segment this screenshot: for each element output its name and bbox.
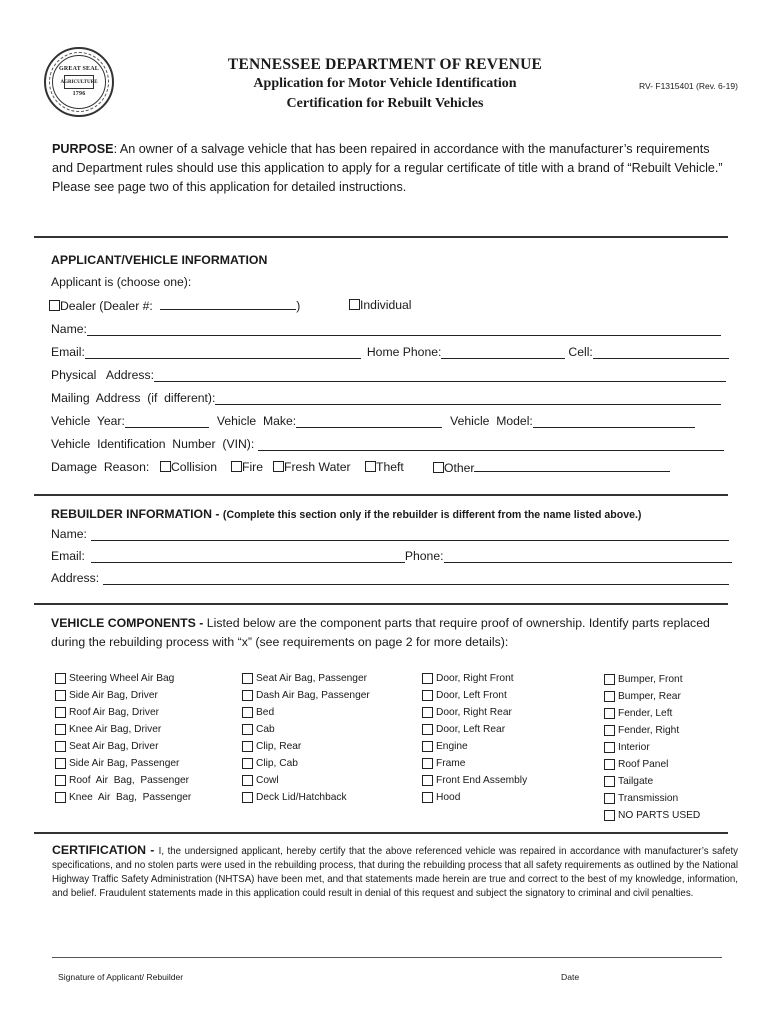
date-label: Date	[561, 972, 580, 982]
components-column-2	[242, 670, 370, 806]
component-checkbox[interactable]	[422, 741, 433, 752]
rebuilder-address-label: Address:	[51, 571, 100, 585]
component-item	[55, 721, 191, 738]
component-label: Transmission	[618, 793, 679, 804]
form-number: RV- F1315401 (Rev. 6-19)	[639, 81, 738, 91]
component-checkbox[interactable]	[242, 758, 253, 769]
components-intro-text: Listed below are the component parts that require proof of ownership. Identify parts replaced during the rebuilding process with “x” (see requirements on page 2 for more details):	[51, 616, 710, 649]
damage-collision-label: Collision	[171, 460, 218, 474]
rebuilder-name-label: Name:	[51, 527, 87, 541]
damage-option-theft	[365, 460, 404, 474]
damage-theft-checkbox[interactable]	[365, 461, 376, 472]
damage-other-label: Other	[444, 461, 475, 475]
vehicle-model-label: Vehicle Model:	[450, 414, 533, 428]
component-checkbox[interactable]	[242, 673, 253, 684]
component-checkbox[interactable]	[242, 792, 253, 803]
dealer-option	[49, 298, 300, 313]
component-label: Tailgate	[618, 776, 654, 787]
section-divider	[34, 494, 728, 496]
component-label: Door, Right Front	[436, 673, 514, 684]
component-label: Bed	[256, 707, 275, 718]
rebuilder-address-field[interactable]	[103, 573, 729, 585]
component-checkbox[interactable]	[422, 758, 433, 769]
no-parts-used-checkbox[interactable]	[604, 810, 615, 821]
component-item	[55, 704, 191, 721]
individual-label: Individual	[360, 298, 412, 312]
component-label: NO PARTS USED	[618, 810, 701, 821]
component-label: Clip, Cab	[256, 758, 298, 769]
rebuilder-phone-field[interactable]	[444, 551, 732, 563]
certification-text: I, the undersigned applicant, hereby certify that the above referenced vehicle was repaired in accordance with manufacturer’s safety specifications, and no stolen parts were used in the rebuilding process, that during the rebuilding process that all safety requirements as outlined by the National Highway Traffic Safety Administration (NHTSA) have been met, and that statements made herein are true and correct to the best of my knowledge, information, and belief. Fraudulent statements made in this application could result in denial of this request and subject the signatory to criminal and civil penalties.	[52, 846, 738, 899]
physical-address-field[interactable]	[154, 370, 726, 382]
component-checkbox[interactable]	[242, 724, 253, 735]
applicant-name-field[interactable]	[87, 324, 721, 336]
damage-fire-checkbox[interactable]	[231, 461, 242, 472]
damage-collision-checkbox[interactable]	[160, 461, 171, 472]
purpose-label: PURPOSE	[52, 142, 114, 156]
damage-option-collision	[160, 460, 217, 474]
purpose-text: : An owner of a salvage vehicle that has been repaired in accordance with the manufacturer’s requirements and Department rules should use this application to apply for a regular certificate of title with a brand of “Rebuilt Vehicle.” Please see page two of this application for detailed instructions.	[52, 142, 723, 194]
component-checkbox[interactable]	[604, 725, 615, 736]
vin-row	[51, 437, 724, 451]
vehicle-make-field[interactable]	[296, 416, 442, 428]
department-title: TENNESSEE DEPARTMENT OF REVENUE	[227, 56, 543, 73]
certification-label: CERTIFICATION -	[52, 843, 159, 857]
component-checkbox[interactable]	[55, 758, 66, 769]
home-phone-label: Home Phone:	[366, 345, 442, 359]
component-item	[422, 772, 527, 789]
vehicle-details-row	[51, 414, 695, 428]
rebuilder-contact-row	[51, 549, 732, 563]
damage-fire-label: Fire	[242, 460, 263, 474]
damage-theft-label: Theft	[376, 460, 404, 474]
component-item	[242, 738, 370, 755]
component-checkbox[interactable]	[604, 742, 615, 753]
mailing-address-row	[51, 391, 721, 405]
section-divider	[34, 603, 728, 605]
damage-option-fresh-water	[273, 460, 351, 474]
component-label: Fender, Left	[618, 708, 673, 719]
component-label: Clip, Rear	[256, 741, 302, 752]
damage-fresh-water-checkbox[interactable]	[273, 461, 284, 472]
mailing-address-field[interactable]	[215, 393, 721, 405]
component-label: Seat Air Bag, Driver	[69, 741, 159, 752]
vehicle-model-field[interactable]	[533, 416, 695, 428]
component-label: Bumper, Front	[618, 674, 683, 685]
component-label: Engine	[436, 741, 468, 752]
component-item	[604, 688, 700, 705]
individual-option	[349, 298, 412, 312]
component-checkbox[interactable]	[55, 775, 66, 786]
component-item	[422, 704, 527, 721]
components-column-3	[422, 670, 527, 806]
form-title-line2: Certification for Rebuilt Vehicles	[286, 96, 484, 111]
component-item	[604, 671, 700, 688]
component-label: Door, Left Rear	[436, 724, 506, 735]
component-checkbox[interactable]	[422, 724, 433, 735]
component-label: Door, Left Front	[436, 690, 507, 701]
component-label: Seat Air Bag, Passenger	[256, 673, 367, 684]
component-label: Roof Air Bag, Driver	[69, 707, 160, 718]
applicant-email-label: Email:	[51, 345, 85, 359]
damage-other-checkbox[interactable]	[433, 462, 444, 473]
component-checkbox[interactable]	[242, 775, 253, 786]
component-item	[604, 739, 700, 756]
rebuilder-address-row	[51, 571, 729, 585]
individual-checkbox[interactable]	[349, 299, 360, 310]
purpose-paragraph	[52, 140, 732, 197]
component-checkbox[interactable]	[604, 708, 615, 719]
component-label: Steering Wheel Air Bag	[69, 673, 175, 684]
applicant-email-field[interactable]	[85, 347, 361, 359]
component-item	[55, 670, 191, 687]
component-label: Roof Air Bag, Passenger	[69, 775, 190, 786]
applicant-name-label: Name:	[51, 322, 87, 336]
component-label: Knee Air Bag, Driver	[69, 724, 162, 735]
rebuilder-name-field[interactable]	[91, 529, 729, 541]
component-item	[242, 772, 370, 789]
components-column-1	[55, 670, 191, 806]
component-label: Side Air Bag, Driver	[69, 690, 158, 701]
vin-field[interactable]	[258, 439, 724, 451]
component-checkbox[interactable]	[242, 741, 253, 752]
component-checkbox[interactable]	[55, 690, 66, 701]
component-checkbox[interactable]	[55, 707, 66, 718]
seal-mid-text: AGRICULTURE	[60, 79, 98, 85]
section-divider	[34, 832, 728, 834]
component-label: Front End Assembly	[436, 775, 528, 786]
rebuilder-phone-label: Phone:	[404, 549, 444, 563]
certification-paragraph	[52, 843, 738, 901]
components-column-4	[604, 671, 700, 824]
rebuilder-email-field[interactable]	[91, 551, 405, 563]
component-item	[242, 687, 370, 704]
applicant-contact-row	[51, 345, 729, 359]
component-item	[242, 721, 370, 738]
signature-line[interactable]	[52, 957, 722, 958]
component-item	[604, 790, 700, 807]
component-label: Dash Air Bag, Passenger	[256, 690, 370, 701]
mailing-address-label: Mailing Address (if different):	[51, 391, 216, 405]
component-checkbox[interactable]	[422, 775, 433, 786]
component-item	[604, 722, 700, 739]
component-checkbox[interactable]	[242, 707, 253, 718]
component-item	[55, 755, 191, 772]
home-phone-field[interactable]	[441, 347, 565, 359]
components-intro	[51, 614, 731, 652]
cell-label: Cell:	[568, 345, 593, 359]
form-title-line1: Application for Motor Vehicle Identification	[253, 76, 517, 91]
rebuilder-name-row	[51, 527, 729, 541]
component-checkbox[interactable]	[55, 724, 66, 735]
component-item	[242, 704, 370, 721]
component-item	[55, 687, 191, 704]
component-label: Hood	[436, 792, 461, 803]
component-item	[422, 721, 527, 738]
vehicle-make-label: Vehicle Make:	[216, 414, 297, 428]
component-item	[242, 670, 370, 687]
component-checkbox[interactable]	[422, 673, 433, 684]
component-item	[55, 772, 191, 789]
damage-reason-label: Damage Reason:	[51, 460, 150, 474]
component-item	[242, 755, 370, 772]
vin-label: Vehicle Identification Number (VIN):	[51, 437, 255, 451]
dealer-close-paren: )	[296, 299, 301, 313]
dealer-number-field[interactable]	[160, 298, 296, 310]
vehicle-year-label: Vehicle Year:	[51, 414, 125, 428]
component-item	[604, 756, 700, 773]
applicant-choose-label: Applicant is (choose one):	[51, 275, 192, 289]
component-label: Knee Air Bag, Passenger	[69, 792, 192, 803]
cell-field[interactable]	[593, 347, 729, 359]
component-checkbox[interactable]	[55, 792, 66, 803]
physical-address-row	[51, 368, 726, 382]
applicant-section-title: APPLICANT/VEHICLE INFORMATION	[51, 253, 268, 267]
component-checkbox[interactable]	[55, 741, 66, 752]
component-label: Roof Panel	[618, 759, 669, 770]
component-checkbox[interactable]	[55, 673, 66, 684]
component-label: Deck Lid/Hatchback	[256, 792, 347, 803]
section-divider	[34, 236, 728, 238]
component-item	[604, 773, 700, 790]
component-label: Interior	[618, 742, 650, 753]
applicant-name-row	[51, 322, 721, 336]
component-checkbox[interactable]	[422, 690, 433, 701]
component-item	[422, 738, 527, 755]
component-checkbox[interactable]	[604, 759, 615, 770]
component-label: Fender, Right	[618, 725, 680, 736]
component-item	[55, 738, 191, 755]
component-label: Frame	[436, 758, 466, 769]
damage-option-other	[433, 460, 670, 475]
component-label: Door, Right Rear	[436, 707, 512, 718]
component-label: Cowl	[256, 775, 279, 786]
seal-bottom-text: 1796	[72, 91, 86, 97]
component-label: Cab	[256, 724, 275, 735]
component-checkbox[interactable]	[604, 674, 615, 685]
component-checkbox[interactable]	[422, 707, 433, 718]
component-checkbox[interactable]	[604, 793, 615, 804]
component-item	[422, 789, 527, 806]
component-item	[604, 705, 700, 722]
component-item	[422, 687, 527, 704]
component-item	[422, 670, 527, 687]
rebuilder-section-title: REBUILDER INFORMATION -	[51, 507, 223, 521]
physical-address-label: Physical Address:	[51, 368, 154, 382]
component-item	[422, 755, 527, 772]
component-checkbox[interactable]	[604, 691, 615, 702]
component-item	[242, 789, 370, 806]
rebuilder-section-heading	[51, 505, 641, 523]
component-checkbox[interactable]	[242, 690, 253, 701]
components-section-title: VEHICLE COMPONENTS -	[51, 616, 207, 630]
component-label: Bumper, Rear	[618, 691, 681, 702]
rebuilder-section-note: (Complete this section only if the rebuilder is different from the name listed above.)	[222, 509, 642, 521]
damage-other-field[interactable]	[474, 460, 670, 472]
component-checkbox[interactable]	[604, 776, 615, 787]
damage-option-fire	[231, 460, 263, 474]
seal-top-text: GREAT SEAL	[59, 66, 99, 72]
component-item	[604, 807, 700, 824]
vehicle-year-field[interactable]	[125, 416, 209, 428]
signature-label: Signature of Applicant/ Rebuilder	[58, 972, 184, 982]
rebuilder-email-label: Email:	[51, 549, 85, 563]
damage-fresh-water-label: Fresh Water	[284, 460, 351, 474]
component-label: Side Air Bag, Passenger	[69, 758, 180, 769]
component-item	[55, 789, 191, 806]
dealer-label: Dealer (Dealer #:	[60, 299, 153, 313]
damage-reason-row	[51, 460, 475, 475]
component-checkbox[interactable]	[422, 792, 433, 803]
dealer-checkbox[interactable]	[49, 300, 60, 311]
